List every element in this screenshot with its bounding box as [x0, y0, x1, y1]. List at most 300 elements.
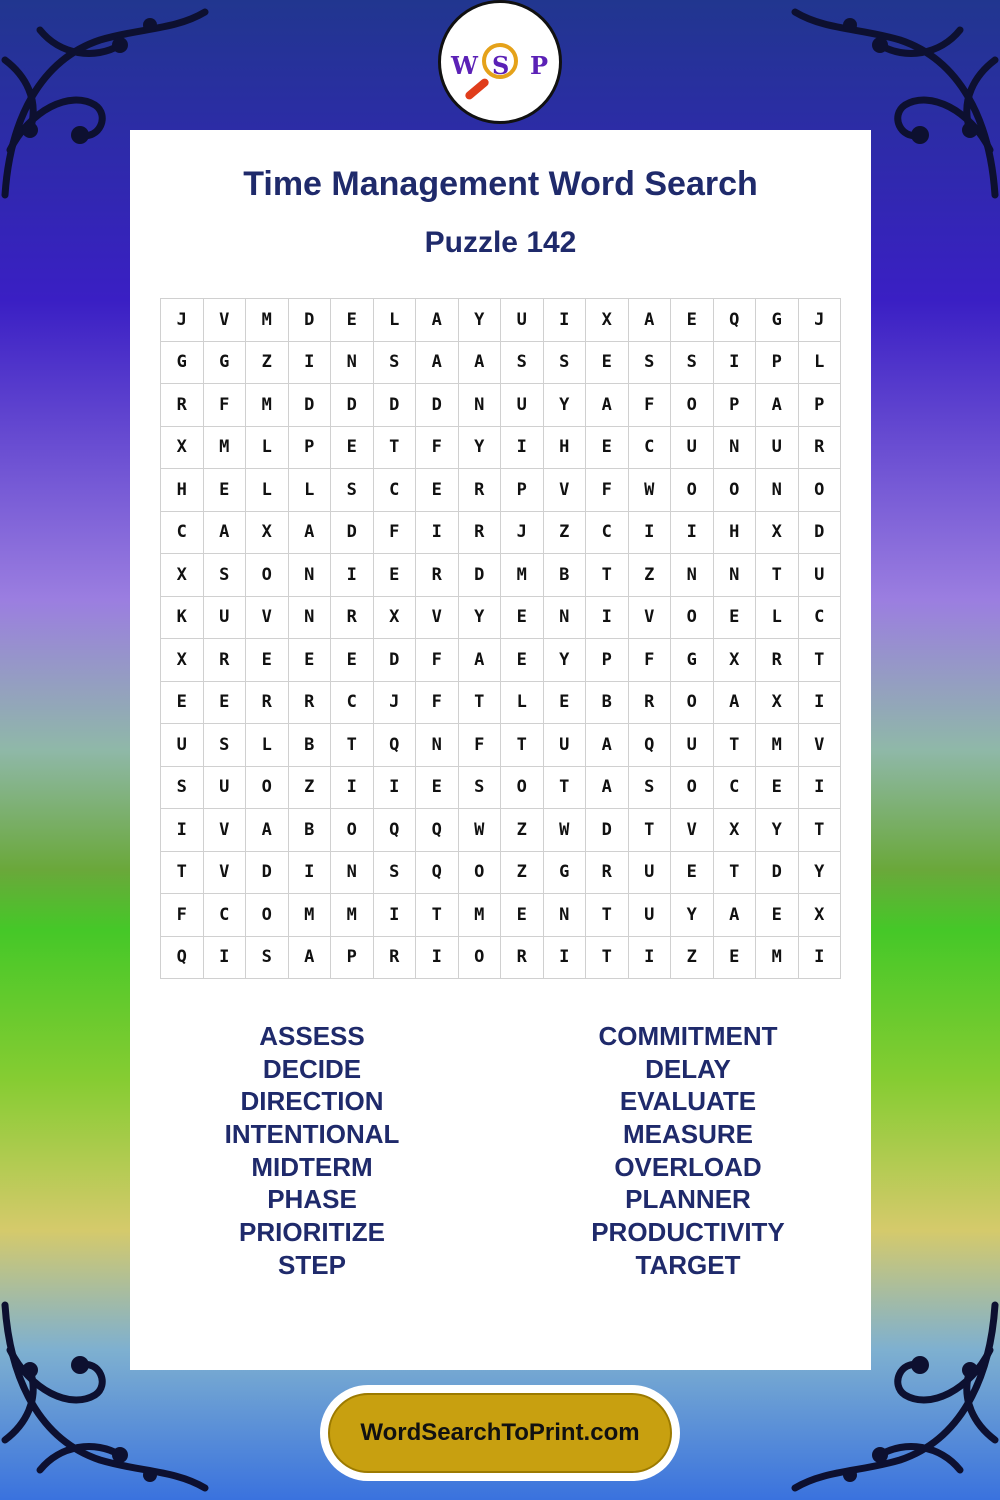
grid-cell[interactable]: I [798, 766, 841, 809]
grid-cell[interactable]: E [501, 639, 544, 682]
grid-cell[interactable]: A [246, 809, 289, 852]
grid-cell[interactable]: L [288, 469, 331, 512]
grid-cell[interactable]: Z [501, 851, 544, 894]
grid-cell[interactable]: Y [458, 299, 501, 342]
grid-cell[interactable]: N [543, 596, 586, 639]
grid-cell[interactable]: I [628, 511, 671, 554]
grid-cell[interactable]: S [458, 766, 501, 809]
grid-cell[interactable]: B [288, 809, 331, 852]
grid-cell[interactable]: R [586, 851, 629, 894]
word-list-right [538, 1020, 838, 1282]
grid-cell[interactable]: D [458, 554, 501, 597]
grid-cell[interactable]: F [586, 469, 629, 512]
grid-cell[interactable]: A [713, 681, 756, 724]
grid-cell[interactable]: Y [543, 639, 586, 682]
grid-cell[interactable]: G [161, 341, 204, 384]
grid-cell[interactable]: L [373, 299, 416, 342]
grid-cell[interactable]: V [203, 809, 246, 852]
grid-cell[interactable]: I [501, 426, 544, 469]
grid-cell[interactable]: Q [373, 724, 416, 767]
grid-cell[interactable]: U [671, 724, 714, 767]
grid-cell[interactable]: I [331, 766, 374, 809]
grid-cell[interactable]: I [798, 681, 841, 724]
puzzle-panel [130, 130, 871, 1370]
grid-cell[interactable]: K [161, 596, 204, 639]
grid-cell[interactable]: I [203, 936, 246, 979]
grid-cell[interactable]: T [756, 554, 799, 597]
grid-cell[interactable]: N [288, 596, 331, 639]
grid-cell[interactable]: D [756, 851, 799, 894]
grid-cell[interactable]: Q [161, 936, 204, 979]
grid-cell[interactable]: J [501, 511, 544, 554]
grid-cell[interactable]: T [586, 936, 629, 979]
grid-cell[interactable]: F [416, 681, 459, 724]
grid-cell[interactable]: D [416, 384, 459, 427]
grid-cell[interactable]: N [756, 469, 799, 512]
site-link-button[interactable]: WordSearchToPrint.com [328, 1393, 672, 1473]
grid-cell[interactable]: X [373, 596, 416, 639]
grid-cell[interactable]: Z [501, 809, 544, 852]
grid-row [161, 299, 841, 342]
grid-cell[interactable]: V [203, 851, 246, 894]
word-list-item: MIDTERM [251, 1151, 373, 1182]
grid-cell[interactable]: U [203, 596, 246, 639]
grid-cell[interactable]: L [246, 426, 289, 469]
grid-cell[interactable]: Y [671, 894, 714, 937]
word-list-item: PRODUCTIVITY [591, 1217, 785, 1248]
grid-cell[interactable]: F [628, 384, 671, 427]
grid-cell[interactable]: I [628, 936, 671, 979]
grid-cell[interactable]: X [246, 511, 289, 554]
grid-cell[interactable]: I [586, 596, 629, 639]
grid-cell[interactable]: Q [416, 809, 459, 852]
grid-cell[interactable]: B [288, 724, 331, 767]
grid-cell[interactable]: M [756, 936, 799, 979]
word-list-item: INTENTIONAL [224, 1119, 400, 1150]
grid-cell[interactable]: L [756, 596, 799, 639]
grid-cell[interactable]: G [543, 851, 586, 894]
puzzle-number: Puzzle 142 [424, 226, 577, 259]
grid-cell[interactable]: A [416, 341, 459, 384]
grid-cell[interactable]: F [416, 639, 459, 682]
grid-cell[interactable]: Y [798, 851, 841, 894]
grid-cell[interactable]: N [288, 554, 331, 597]
grid-cell[interactable]: R [798, 426, 841, 469]
grid-cell[interactable]: D [331, 511, 374, 554]
grid-cell[interactable]: X [713, 639, 756, 682]
grid-cell[interactable]: S [628, 766, 671, 809]
grid-cell[interactable]: T [713, 724, 756, 767]
grid-cell[interactable]: Q [628, 724, 671, 767]
grid-cell[interactable]: X [798, 894, 841, 937]
grid-cell[interactable]: E [416, 469, 459, 512]
grid-cell[interactable]: F [161, 894, 204, 937]
grid-cell[interactable]: T [586, 894, 629, 937]
grid-cell[interactable]: C [798, 596, 841, 639]
grid-cell[interactable]: T [416, 894, 459, 937]
grid-cell[interactable]: H [161, 469, 204, 512]
grid-cell[interactable]: O [713, 469, 756, 512]
grid-cell[interactable]: V [543, 469, 586, 512]
grid-row [161, 809, 841, 852]
grid-cell[interactable]: A [416, 299, 459, 342]
grid-row [161, 766, 841, 809]
grid-cell[interactable]: V [416, 596, 459, 639]
grid-cell[interactable]: G [671, 639, 714, 682]
grid-row [161, 469, 841, 512]
grid-cell[interactable]: E [586, 341, 629, 384]
word-list-item: PLANNER [625, 1184, 751, 1215]
word-list-item: MEASURE [622, 1119, 753, 1150]
grid-cell[interactable]: M [203, 426, 246, 469]
grid-row [161, 341, 841, 384]
grid-cell[interactable]: C [586, 511, 629, 554]
grid-cell[interactable]: Z [288, 766, 331, 809]
grid-cell[interactable]: B [586, 681, 629, 724]
word-list-item: DIRECTION [240, 1086, 384, 1117]
grid-cell[interactable]: E [713, 936, 756, 979]
grid-cell[interactable]: I [288, 851, 331, 894]
grid-row [161, 511, 841, 554]
grid-cell[interactable]: R [161, 384, 204, 427]
grid-cell[interactable]: O [671, 469, 714, 512]
grid-cell[interactable]: D [288, 384, 331, 427]
word-list-item: TARGET [635, 1249, 741, 1280]
grid-cell[interactable]: E [501, 596, 544, 639]
grid-cell[interactable]: J [373, 681, 416, 724]
grid-cell[interactable]: E [288, 639, 331, 682]
grid-row [161, 681, 841, 724]
grid-cell[interactable]: W [543, 809, 586, 852]
grid-cell[interactable]: O [501, 766, 544, 809]
grid-cell[interactable]: E [586, 426, 629, 469]
grid-cell[interactable]: E [203, 469, 246, 512]
grid-cell[interactable]: U [161, 724, 204, 767]
grid-cell[interactable]: N [543, 894, 586, 937]
grid-cell[interactable]: P [756, 341, 799, 384]
grid-cell[interactable]: E [331, 639, 374, 682]
grid-cell[interactable]: O [798, 469, 841, 512]
grid-cell[interactable]: O [458, 851, 501, 894]
grid-cell[interactable]: N [713, 554, 756, 597]
grid-cell[interactable]: S [543, 341, 586, 384]
site-badge [320, 1385, 680, 1481]
grid-cell[interactable]: O [246, 554, 289, 597]
grid-cell[interactable]: T [798, 639, 841, 682]
grid-cell[interactable]: E [373, 554, 416, 597]
grid-cell[interactable]: R [416, 554, 459, 597]
grid-cell[interactable]: P [288, 426, 331, 469]
grid-cell[interactable]: X [756, 511, 799, 554]
grid-cell[interactable]: Y [756, 809, 799, 852]
grid-cell[interactable]: O [331, 809, 374, 852]
grid-cell[interactable]: S [373, 851, 416, 894]
grid-cell[interactable]: R [288, 681, 331, 724]
magnifier-handle-icon [464, 77, 491, 101]
grid-cell[interactable]: I [288, 341, 331, 384]
grid-cell[interactable]: S [628, 341, 671, 384]
grid-cell[interactable]: A [756, 384, 799, 427]
grid-cell[interactable]: R [628, 681, 671, 724]
grid-cell[interactable]: E [671, 851, 714, 894]
grid-cell[interactable]: M [246, 299, 289, 342]
grid-cell[interactable]: M [246, 384, 289, 427]
grid-cell[interactable]: I [373, 894, 416, 937]
grid-cell[interactable]: S [161, 766, 204, 809]
grid-cell[interactable]: L [246, 724, 289, 767]
grid-cell[interactable]: X [161, 639, 204, 682]
grid-cell[interactable]: A [288, 936, 331, 979]
logo-letter: P [530, 51, 549, 80]
grid-cell[interactable]: I [798, 936, 841, 979]
grid-cell[interactable]: T [458, 681, 501, 724]
grid-cell[interactable]: R [331, 596, 374, 639]
grid-cell[interactable]: I [671, 511, 714, 554]
grid-cell[interactable]: Z [628, 554, 671, 597]
grid-cell[interactable]: W [458, 809, 501, 852]
grid-cell[interactable]: A [586, 724, 629, 767]
word-list-left [162, 1020, 462, 1282]
grid-cell[interactable]: N [458, 384, 501, 427]
grid-cell[interactable]: P [331, 936, 374, 979]
grid-cell[interactable]: G [203, 341, 246, 384]
grid-cell[interactable]: I [543, 299, 586, 342]
grid-cell[interactable]: U [628, 894, 671, 937]
grid-cell[interactable]: I [416, 511, 459, 554]
grid-cell[interactable]: F [373, 511, 416, 554]
grid-cell[interactable]: E [331, 299, 374, 342]
grid-cell[interactable]: R [458, 511, 501, 554]
grid-cell[interactable]: F [416, 426, 459, 469]
grid-cell[interactable]: T [713, 851, 756, 894]
grid-cell[interactable]: D [373, 639, 416, 682]
grid-cell[interactable]: V [628, 596, 671, 639]
grid-cell[interactable]: S [203, 724, 246, 767]
word-list-item: DELAY [645, 1053, 731, 1084]
grid-cell[interactable]: V [798, 724, 841, 767]
grid-cell[interactable]: J [798, 299, 841, 342]
grid-cell[interactable]: Q [416, 851, 459, 894]
grid-cell[interactable]: A [628, 299, 671, 342]
grid-cell[interactable]: O [246, 766, 289, 809]
grid-cell[interactable]: U [798, 554, 841, 597]
grid-cell[interactable]: O [671, 596, 714, 639]
grid-cell[interactable]: S [246, 936, 289, 979]
grid-cell[interactable]: A [203, 511, 246, 554]
grid-cell[interactable]: R [501, 936, 544, 979]
grid-cell[interactable]: E [203, 681, 246, 724]
page-title: Time Management Word Search [243, 165, 758, 203]
grid-cell[interactable]: Y [458, 596, 501, 639]
word-list-item: DECIDE [262, 1053, 362, 1084]
grid-cell[interactable]: M [288, 894, 331, 937]
grid-cell[interactable]: T [331, 724, 374, 767]
grid-cell[interactable]: J [161, 299, 204, 342]
grid-cell[interactable]: T [501, 724, 544, 767]
grid-cell[interactable]: X [586, 299, 629, 342]
grid-cell[interactable]: I [713, 341, 756, 384]
grid-cell[interactable]: M [331, 894, 374, 937]
grid-cell[interactable]: F [203, 384, 246, 427]
grid-cell[interactable]: E [501, 894, 544, 937]
grid-cell[interactable]: Y [543, 384, 586, 427]
grid-row [161, 384, 841, 427]
grid-cell[interactable]: N [713, 426, 756, 469]
grid-cell[interactable]: E [246, 639, 289, 682]
wsp-logo [438, 0, 562, 124]
grid-cell[interactable]: C [161, 511, 204, 554]
grid-cell[interactable]: S [331, 469, 374, 512]
word-list-item: PHASE [267, 1184, 357, 1215]
grid-row [161, 724, 841, 767]
grid-cell[interactable]: L [246, 469, 289, 512]
grid-cell[interactable]: E [756, 894, 799, 937]
grid-cell[interactable]: A [288, 511, 331, 554]
grid-cell[interactable]: E [416, 766, 459, 809]
grid-cell[interactable]: T [798, 809, 841, 852]
grid-cell[interactable]: P [501, 469, 544, 512]
grid-cell[interactable]: M [501, 554, 544, 597]
grid-cell[interactable]: C [331, 681, 374, 724]
grid-cell[interactable]: I [161, 809, 204, 852]
grid-cell[interactable]: N [416, 724, 459, 767]
grid-cell[interactable]: I [543, 936, 586, 979]
grid-cell[interactable]: O [246, 894, 289, 937]
grid-cell[interactable]: E [543, 681, 586, 724]
grid-cell[interactable]: D [288, 299, 331, 342]
grid-row [161, 851, 841, 894]
grid-cell[interactable]: D [246, 851, 289, 894]
word-list-item: STEP [278, 1249, 346, 1280]
grid-cell[interactable]: U [756, 426, 799, 469]
grid-cell[interactable]: G [756, 299, 799, 342]
grid-cell[interactable]: E [713, 596, 756, 639]
grid-cell[interactable]: U [671, 426, 714, 469]
grid-cell[interactable]: A [586, 384, 629, 427]
grid-cell[interactable]: Z [246, 341, 289, 384]
grid-cell[interactable]: X [756, 681, 799, 724]
letter-grid [160, 298, 841, 979]
grid-cell[interactable]: Z [543, 511, 586, 554]
word-list-item: ASSESS [259, 1021, 365, 1051]
word-list-item: EVALUATE [619, 1086, 757, 1117]
grid-cell[interactable]: C [203, 894, 246, 937]
grid-cell[interactable]: O [671, 766, 714, 809]
grid-cell[interactable]: X [161, 554, 204, 597]
grid-row [161, 936, 841, 979]
grid-cell[interactable]: I [416, 936, 459, 979]
grid-cell[interactable]: S [373, 341, 416, 384]
grid-cell[interactable]: E [671, 299, 714, 342]
grid-row [161, 639, 841, 682]
word-list-item: PRIORITIZE [239, 1217, 385, 1248]
grid-cell[interactable]: S [671, 341, 714, 384]
grid-cell[interactable]: F [458, 724, 501, 767]
grid-cell[interactable]: R [756, 639, 799, 682]
grid-cell[interactable]: F [628, 639, 671, 682]
grid-cell[interactable]: D [331, 384, 374, 427]
grid-cell[interactable]: D [373, 384, 416, 427]
grid-cell[interactable]: I [331, 554, 374, 597]
grid-cell[interactable]: E [756, 766, 799, 809]
grid-cell[interactable]: Q [373, 809, 416, 852]
grid-cell[interactable]: U [628, 851, 671, 894]
grid-cell[interactable]: T [628, 809, 671, 852]
grid-cell[interactable]: U [501, 384, 544, 427]
grid-row [161, 426, 841, 469]
grid-cell[interactable]: P [586, 639, 629, 682]
word-list-item: OVERLOAD [614, 1151, 762, 1182]
word-list-item: COMMITMENT [598, 1021, 778, 1051]
grid-cell[interactable]: L [501, 681, 544, 724]
logo-letter: S [492, 51, 510, 80]
grid-cell[interactable]: U [203, 766, 246, 809]
grid-cell[interactable]: Y [458, 426, 501, 469]
grid-cell[interactable]: D [798, 511, 841, 554]
grid-cell[interactable]: R [246, 681, 289, 724]
grid-cell[interactable]: O [671, 384, 714, 427]
grid-cell[interactable]: E [331, 426, 374, 469]
grid-cell[interactable]: S [203, 554, 246, 597]
grid-cell[interactable]: A [713, 894, 756, 937]
grid-cell[interactable]: P [798, 384, 841, 427]
grid-cell[interactable]: N [331, 851, 374, 894]
grid-cell[interactable]: A [458, 341, 501, 384]
grid-cell[interactable]: B [543, 554, 586, 597]
grid-cell[interactable]: R [203, 639, 246, 682]
grid-cell[interactable]: X [713, 809, 756, 852]
grid-cell[interactable]: X [161, 426, 204, 469]
grid-cell[interactable]: O [671, 681, 714, 724]
grid-cell[interactable]: M [756, 724, 799, 767]
grid-cell[interactable]: C [713, 766, 756, 809]
grid-cell[interactable]: V [203, 299, 246, 342]
grid-cell[interactable]: U [501, 299, 544, 342]
grid-cell[interactable]: Q [713, 299, 756, 342]
grid-cell[interactable]: R [373, 936, 416, 979]
grid-cell[interactable]: T [543, 766, 586, 809]
grid-cell[interactable]: P [713, 384, 756, 427]
grid-cell[interactable]: R [458, 469, 501, 512]
grid-cell[interactable]: A [458, 639, 501, 682]
grid-cell[interactable]: D [586, 809, 629, 852]
grid-cell[interactable]: T [161, 851, 204, 894]
grid-cell[interactable]: U [543, 724, 586, 767]
grid-cell[interactable]: V [671, 809, 714, 852]
grid-cell[interactable]: T [373, 426, 416, 469]
grid-cell[interactable]: N [331, 341, 374, 384]
grid-row [161, 894, 841, 937]
grid-cell[interactable]: S [501, 341, 544, 384]
grid-cell[interactable]: I [373, 766, 416, 809]
logo-letter: W [451, 51, 478, 80]
grid-cell[interactable]: L [798, 341, 841, 384]
grid-cell[interactable]: V [246, 596, 289, 639]
grid-cell[interactable]: M [458, 894, 501, 937]
grid-cell[interactable]: O [458, 936, 501, 979]
grid-cell[interactable]: H [713, 511, 756, 554]
grid-cell[interactable]: E [161, 681, 204, 724]
grid-row [161, 596, 841, 639]
grid-cell[interactable]: T [586, 554, 629, 597]
grid-cell[interactable]: W [628, 469, 671, 512]
grid-cell[interactable]: C [373, 469, 416, 512]
grid-cell[interactable]: H [543, 426, 586, 469]
grid-cell[interactable]: C [628, 426, 671, 469]
grid-cell[interactable]: Z [671, 936, 714, 979]
grid-cell[interactable]: A [586, 766, 629, 809]
grid-cell[interactable]: N [671, 554, 714, 597]
